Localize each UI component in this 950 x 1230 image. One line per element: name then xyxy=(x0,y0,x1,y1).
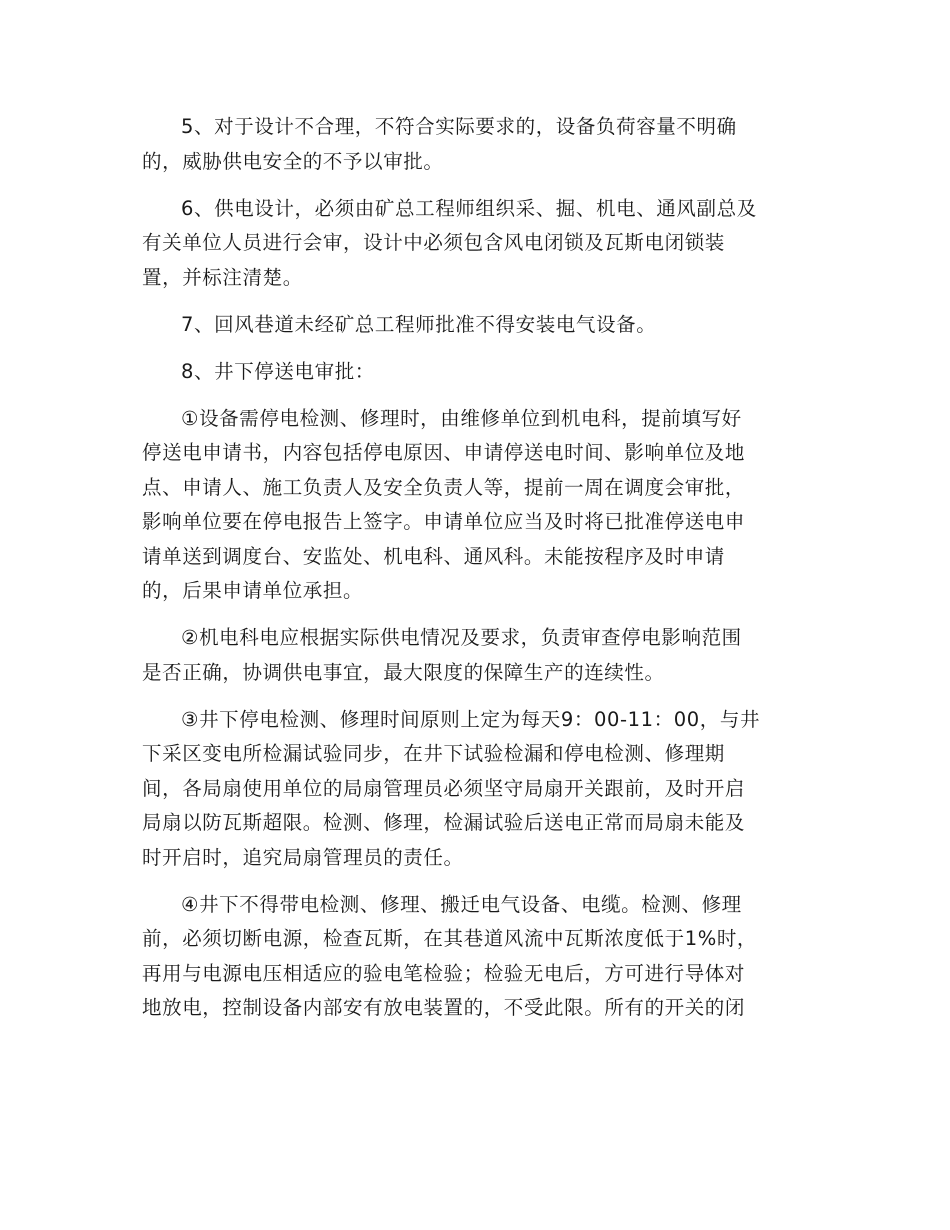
text-line: 间，各局扇使用单位的局扇管理员必须坚守局扇开关跟前，及时开启 xyxy=(142,776,746,800)
document-body xyxy=(142,110,802,1038)
text-line: 有关单位人员进行会审，设计中必须包含风电闭锁及瓦斯电闭锁装 xyxy=(142,231,725,254)
text-line: 6、供电设计，必须由矿总工程师组织采、掘、机电、通风副总及 xyxy=(181,196,757,220)
paragraph-8-item-1 xyxy=(142,402,802,609)
text-line: 前，必须切断电源，检查瓦斯，在其巷道风流中瓦斯浓度低于1%时， xyxy=(142,927,758,950)
paragraph-5 xyxy=(142,110,802,179)
text-line: ②机电科电应根据实际供电情况及要求，负责审查停电影响范围 xyxy=(181,626,742,649)
text-line: 的，后果申请单位承担。 xyxy=(142,579,364,602)
text-line: 是否正确，协调供电事宜，最大限度的保障生产的连续性。 xyxy=(142,660,665,684)
text-line: 停送电申请书，内容包括停电原因、申请停送电时间、影响单位及地 xyxy=(142,441,746,464)
text-line: 点、申请人、施工负责人及安全负责人等，提前一周在调度会审批， xyxy=(142,475,746,499)
paragraph-7 xyxy=(142,308,802,343)
text-line: 下采区变电所检漏试验同步，在井下试验检漏和停电检测、修理期 xyxy=(142,742,725,765)
paragraph-8-heading xyxy=(142,355,802,390)
text-line: ④井下不得带电检测、修理、搬迁电气设备、电缆。检测、修理 xyxy=(181,892,742,916)
text-line: 请单送到调度台、安监处、机电科、通风科。未能按程序及时申请 xyxy=(142,544,725,568)
paragraph-8-item-2 xyxy=(142,621,802,690)
paragraph-6 xyxy=(142,192,802,296)
text-line: ①设备需停电检测、修理时，由维修单位到机电科，提前填写好 xyxy=(181,406,742,430)
text-line: 5、对于设计不合理，不符合实际要求的，设备负荷容量不明确 xyxy=(181,115,737,138)
text-line: 地放电，控制设备内部安有放电装置的，不受此限。所有的开关的闭 xyxy=(142,996,746,1019)
paragraph-8-item-3 xyxy=(142,703,802,876)
text-line: 局扇以防瓦斯超限。检测、修理，检漏试验后送电正常而局扇未能及 xyxy=(142,811,746,834)
text-line: 7、回风巷道未经矿总工程师批准不得安装电气设备。 xyxy=(181,312,657,336)
text-line: 时开启时，追究局扇管理员的责任。 xyxy=(142,845,464,869)
text-line: ③井下停电检测、修理时间原则上定为每天9：00-11：00，与井 xyxy=(181,707,761,731)
text-line: 影响单位要在停电报告上签字。申请单位应当及时将已批准停送电申 xyxy=(142,510,746,533)
text-line: 8、井下停送电审批： xyxy=(181,359,375,383)
text-line: 置，并标注清楚。 xyxy=(142,265,303,289)
text-line: 再用与电源电压相适应的验电笔检验；检验无电后，方可进行导体对 xyxy=(142,961,746,985)
paragraph-8-item-4 xyxy=(142,888,802,1026)
text-line: 的，威胁供电安全的不予以审批。 xyxy=(142,149,444,173)
